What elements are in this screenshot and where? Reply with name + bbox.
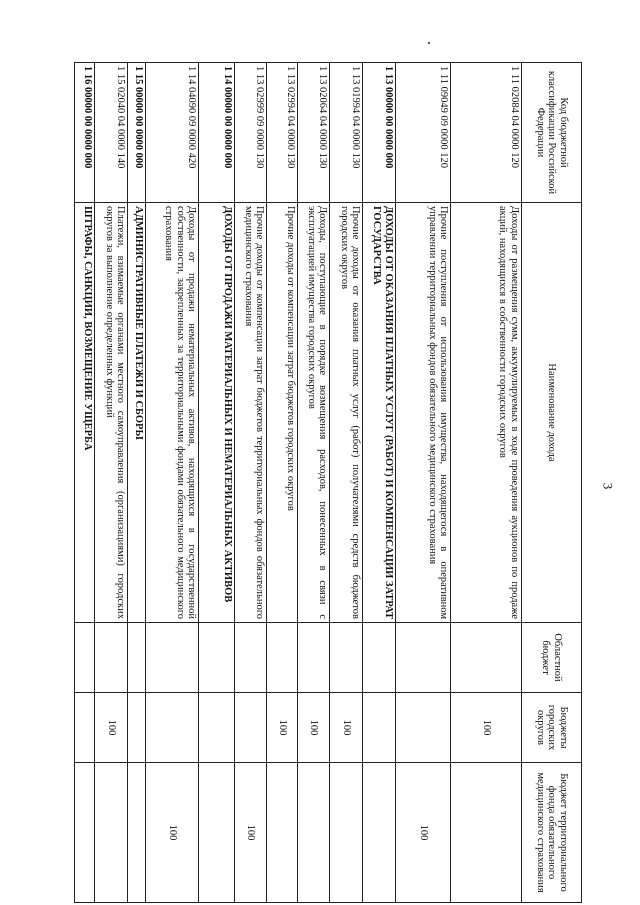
cell-fund: 100 <box>146 763 199 903</box>
cell-name: Прочие поступления от использования имущества, находящегося в оперативном управлении территориальных фондов обязательного медицинского страхования <box>395 203 450 623</box>
table-row <box>146 63 199 903</box>
rotated-table-wrapper <box>74 62 582 902</box>
speck <box>428 42 430 44</box>
cell-code: 1 13 02994 04 0000 130 <box>267 63 297 203</box>
table-row <box>267 63 297 903</box>
cell-regional <box>234 623 267 693</box>
cell-code: 1 16 00000 00 0000 000 <box>75 63 95 203</box>
cell-name: Платежи, взимаемые органами местного самоуправления (организациями) городских округов за выполнение определенных функций <box>95 203 128 623</box>
cell-regional <box>451 623 522 693</box>
cell-name: Прочие доходы от компенсации затрат бюджетов городских округов <box>267 203 297 623</box>
cell-city: 100 <box>330 693 363 763</box>
table-row <box>199 63 234 903</box>
page-number: 3 <box>599 482 615 490</box>
cell-code: 1 13 02064 04 0000 130 <box>297 63 330 203</box>
cell-name: Доходы, поступающие в порядке возмещения расходов, понесенных в связи с эксплуатацией имущества городских округов <box>297 203 330 623</box>
table-row <box>363 63 396 903</box>
cell-city: 100 <box>451 693 522 763</box>
cell-fund <box>199 763 234 903</box>
cell-code: 1 11 09049 09 0000 120 <box>395 63 450 203</box>
cell-fund <box>451 763 522 903</box>
cell-city: 100 <box>297 693 330 763</box>
income-table <box>74 62 582 903</box>
cell-code: 1 15 00000 00 0000 000 <box>128 63 146 203</box>
cell-code: 1 13 01994 04 0000 130 <box>330 63 363 203</box>
cell-regional <box>330 623 363 693</box>
cell-city <box>146 693 199 763</box>
cell-code: 1 15 02040 04 0000 140 <box>95 63 128 203</box>
cell-regional <box>297 623 330 693</box>
cell-regional <box>199 623 234 693</box>
header-code: Код бюджетной классификации Российской Федерации <box>522 63 582 203</box>
cell-code: 1 13 02999 09 0000 130 <box>234 63 267 203</box>
cell-code: 1 13 00000 00 0000 000 <box>363 63 396 203</box>
cell-fund <box>363 763 396 903</box>
cell-name: ДОХОДЫ ОТ ОКАЗАНИЯ ПЛАТНЫХ УСЛУГ (РАБОТ) И КОМПЕНСАЦИИ ЗАТРАТ ГОСУДАРСТВА <box>363 203 396 623</box>
table-row <box>95 63 128 903</box>
table-row <box>297 63 330 903</box>
cell-fund <box>297 763 330 903</box>
table-row <box>75 63 95 903</box>
header-regional: Областной бюджет <box>522 623 582 693</box>
cell-name: Доходы от продажи нематериальных активов, находящихся в государственной собственности, закрепленных за территориальными фондами обязательного медицинского страхования <box>146 203 199 623</box>
cell-city <box>363 693 396 763</box>
cell-fund <box>330 763 363 903</box>
table-row <box>330 63 363 903</box>
cell-city <box>128 693 146 763</box>
header-city: Бюджеты городских округов <box>522 693 582 763</box>
cell-name: Доходы от размещения сумм, аккумулируемых в ходе проведения аукционов по продаже акций, находящихся в собственности городских округов <box>451 203 522 623</box>
cell-regional <box>395 623 450 693</box>
cell-regional <box>267 623 297 693</box>
cell-name: Прочие доходы от компенсации затрат бюджетов территориальных фондов обязательного медицинского страхования <box>234 203 267 623</box>
cell-fund <box>267 763 297 903</box>
cell-fund: 100 <box>234 763 267 903</box>
cell-code: 1 14 04090 09 0000 420 <box>146 63 199 203</box>
cell-fund <box>128 763 146 903</box>
header-fund: Бюджет территориального фонда обязательного медицинского страхования <box>522 763 582 903</box>
cell-regional <box>75 623 95 693</box>
cell-name: ДОХОДЫ ОТ ПРОДАЖИ МАТЕРИАЛЬНЫХ И НЕМАТЕРИАЛЬНЫХ АКТИВОВ <box>199 203 234 623</box>
cell-name: Прочие доходы от оказания платных услуг (работ) получателями средств бюджетов городских округов <box>330 203 363 623</box>
table-header-row <box>522 63 582 903</box>
cell-city: 100 <box>95 693 128 763</box>
cell-name: ШТРАФЫ, САНКЦИИ, ВОЗМЕЩЕНИЕ УЩЕРБА <box>75 203 95 623</box>
table-row <box>234 63 267 903</box>
cell-code: 1 14 00000 00 0000 000 <box>199 63 234 203</box>
cell-city <box>75 693 95 763</box>
cell-fund <box>95 763 128 903</box>
cell-regional <box>95 623 128 693</box>
table-row <box>451 63 522 903</box>
cell-code: 1 11 02084 04 0000 120 <box>451 63 522 203</box>
cell-city <box>395 693 450 763</box>
cell-regional <box>146 623 199 693</box>
cell-city <box>199 693 234 763</box>
cell-name: АДМИНИСТРАТИВНЫЕ ПЛАТЕЖИ И СБОРЫ <box>128 203 146 623</box>
cell-fund: 100 <box>395 763 450 903</box>
cell-city: 100 <box>267 693 297 763</box>
cell-regional <box>363 623 396 693</box>
cell-fund <box>75 763 95 903</box>
cell-city <box>234 693 267 763</box>
header-name: Наименование дохода <box>522 203 582 623</box>
cell-regional <box>128 623 146 693</box>
table-row <box>395 63 450 903</box>
table-row <box>128 63 146 903</box>
